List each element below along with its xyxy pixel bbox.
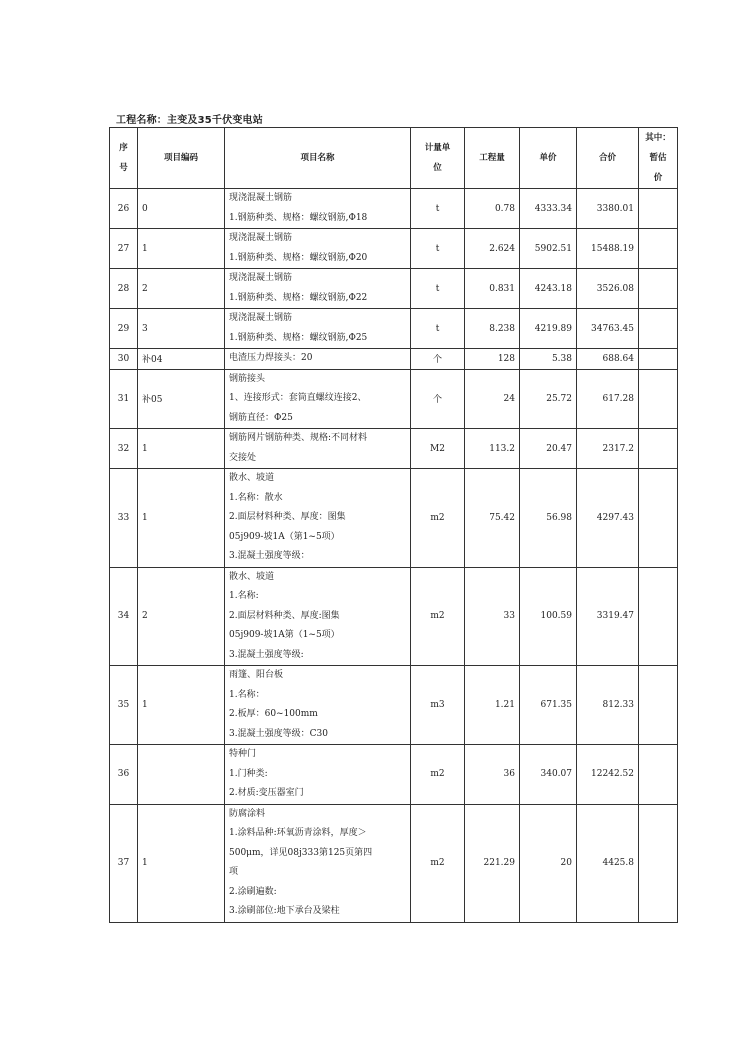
unit-price-value: 20 xyxy=(520,804,577,922)
unit-price-value: 25.72 xyxy=(520,369,577,429)
provisional-value xyxy=(639,189,678,229)
item-code: 1 xyxy=(138,429,225,469)
item-name-line: 3.混凝土强度等级：C30 xyxy=(229,728,328,739)
unit-price-value: 4243.18 xyxy=(520,269,577,309)
quantity-value: 75.42 xyxy=(465,469,520,568)
provisional-value xyxy=(639,229,678,269)
provisional-value xyxy=(639,567,678,666)
quantity-value: 24 xyxy=(465,369,520,429)
item-name-line: 1.名称: xyxy=(229,591,259,601)
table-row xyxy=(110,269,678,309)
item-name xyxy=(225,189,411,229)
item-name xyxy=(225,369,411,429)
item-code: 补05 xyxy=(138,369,225,429)
table-row xyxy=(110,567,678,666)
item-name-line: 1.钢筋种类、规格：螺纹钢筋,Φ18 xyxy=(229,212,368,223)
provisional-value xyxy=(639,349,678,370)
quantity-value: 128 xyxy=(465,349,520,370)
item-code: 1 xyxy=(138,469,225,568)
item-name-line: 2.面层材料种类、厚度：图集 xyxy=(229,512,346,522)
unit-price-value: 4219.89 xyxy=(520,309,577,349)
item-name-line: 现浇混凝土钢筋 xyxy=(229,193,293,203)
item-name xyxy=(225,469,411,568)
unit-of-measure: 个 xyxy=(411,369,465,429)
provisional-value xyxy=(639,666,678,745)
item-name xyxy=(225,429,411,469)
row-number: 26 xyxy=(110,189,138,229)
item-name-line: 钢筋网片钢筋种类、规格:不同材料 xyxy=(229,433,368,443)
quantity-value: 221.29 xyxy=(465,804,520,922)
quantity-value: 33 xyxy=(465,567,520,666)
unit-of-measure: t xyxy=(411,309,465,349)
quantity-value: 113.2 xyxy=(465,429,520,469)
item-name-line: 1.涂料品种:环氧沥青涂料，厚度＞ xyxy=(229,828,367,838)
unit-of-measure: m3 xyxy=(411,666,465,745)
item-code: 2 xyxy=(138,269,225,309)
item-code: 3 xyxy=(138,309,225,349)
total-value: 4425.8 xyxy=(577,804,639,922)
header-name: 项目名称 xyxy=(225,128,411,189)
item-code: 补04 xyxy=(138,349,225,370)
item-name-line: 钢筋直径：Φ25 xyxy=(229,412,293,423)
item-name xyxy=(225,349,411,370)
bill-of-quantities-table xyxy=(109,127,678,923)
header-total: 合价 xyxy=(577,128,639,189)
header-provisional: 其中： 暂估 价 xyxy=(639,128,678,189)
unit-price-value: 5.38 xyxy=(520,349,577,370)
unit-of-measure: t xyxy=(411,229,465,269)
unit-of-measure: 个 xyxy=(411,349,465,370)
item-name xyxy=(225,804,411,922)
total-value: 12242.52 xyxy=(577,745,639,805)
item-name xyxy=(225,745,411,805)
header-unit-price: 单价 xyxy=(520,128,577,189)
quantity-value: 0.78 xyxy=(465,189,520,229)
total-value: 617.28 xyxy=(577,369,639,429)
unit-of-measure: m2 xyxy=(411,745,465,805)
table-row xyxy=(110,369,678,429)
item-name-line: 500μm，详见08j333第125页第四 xyxy=(229,847,373,858)
item-name-line: 3.涂刷部位:地下承台及梁柱 xyxy=(229,906,340,916)
item-name-line: 1.名称： xyxy=(229,689,265,700)
item-name-line: 2.材质:变压器室门 xyxy=(229,788,304,798)
quantity-value: 2.624 xyxy=(465,229,520,269)
table-header-row xyxy=(110,128,678,189)
total-value: 4297.43 xyxy=(577,469,639,568)
item-code: 1 xyxy=(138,666,225,745)
item-name-line: 散水、坡道 xyxy=(229,473,275,483)
provisional-value xyxy=(639,369,678,429)
quantity-value: 8.238 xyxy=(465,309,520,349)
unit-of-measure: t xyxy=(411,189,465,229)
unit-of-measure: t xyxy=(411,269,465,309)
table-row xyxy=(110,229,678,269)
header-unit: 计量单 位 xyxy=(411,128,465,189)
item-name xyxy=(225,269,411,309)
unit-of-measure: m2 xyxy=(411,567,465,666)
quantity-value: 36 xyxy=(465,745,520,805)
unit-price-value: 4333.34 xyxy=(520,189,577,229)
item-name-line: 现浇混凝土钢筋 xyxy=(229,313,293,323)
item-name-line: 交接处 xyxy=(229,452,257,463)
item-name-line: 1.门种类: xyxy=(229,768,268,779)
unit-price-value: 671.35 xyxy=(520,666,577,745)
table-row xyxy=(110,189,678,229)
row-number: 30 xyxy=(110,349,138,370)
unit-of-measure: m2 xyxy=(411,469,465,568)
header-code: 项目编码 xyxy=(138,128,225,189)
provisional-value xyxy=(639,469,678,568)
row-number: 34 xyxy=(110,567,138,666)
item-name-line: 2.面层材料种类、厚度:图集 xyxy=(229,610,340,621)
item-name-line: 现浇混凝土钢筋 xyxy=(229,273,293,283)
total-value: 15488.19 xyxy=(577,229,639,269)
item-name-line: 2.板厚：60~100mm xyxy=(229,709,318,719)
table-row xyxy=(110,666,678,745)
table-row xyxy=(110,309,678,349)
total-value: 2317.2 xyxy=(577,429,639,469)
item-name-line: 特种门 xyxy=(229,749,257,759)
item-name-line: 1.钢筋种类、规格：螺纹钢筋,Φ25 xyxy=(229,332,368,343)
table-row xyxy=(110,469,678,568)
quantity-value: 1.21 xyxy=(465,666,520,745)
item-code: 2 xyxy=(138,567,225,666)
table-row xyxy=(110,429,678,469)
row-number: 33 xyxy=(110,469,138,568)
unit-of-measure: m2 xyxy=(411,804,465,922)
item-name-line: 1.钢筋种类、规格：螺纹钢筋,Φ20 xyxy=(229,252,368,263)
item-name-line: 1.名称：散水 xyxy=(229,492,283,503)
item-name xyxy=(225,567,411,666)
unit-of-measure: M2 xyxy=(411,429,465,469)
row-number: 31 xyxy=(110,369,138,429)
item-code: 0 xyxy=(138,189,225,229)
table-row xyxy=(110,804,678,922)
provisional-value xyxy=(639,429,678,469)
provisional-value xyxy=(639,269,678,309)
header-no: 序 号 xyxy=(110,128,138,189)
unit-price-value: 100.59 xyxy=(520,567,577,666)
item-code xyxy=(138,745,225,805)
item-name-line: 项 xyxy=(229,867,239,877)
table-body xyxy=(110,189,678,923)
table-row xyxy=(110,745,678,805)
item-name-line: 2.涂刷遍数: xyxy=(229,886,277,897)
item-code: 1 xyxy=(138,804,225,922)
item-name-line: 钢筋接头 xyxy=(229,373,266,384)
item-name-line: 1、连接形式：套筒直螺纹连接2、 xyxy=(229,393,367,403)
item-name-line: 05j909-坡1A第（1~5项） xyxy=(229,630,340,640)
row-number: 27 xyxy=(110,229,138,269)
item-name-line: 散水、坡道 xyxy=(229,571,275,582)
item-name-line: 电渣压力焊接头：20 xyxy=(229,353,313,363)
item-code: 1 xyxy=(138,229,225,269)
item-name-line: 防腐涂料 xyxy=(229,808,266,819)
total-value: 34763.45 xyxy=(577,309,639,349)
provisional-value xyxy=(639,745,678,805)
item-name-line: 3.混凝土强度等级： xyxy=(229,551,310,561)
row-number: 36 xyxy=(110,745,138,805)
row-number: 29 xyxy=(110,309,138,349)
item-name-line: 现浇混凝土钢筋 xyxy=(229,233,293,243)
row-number: 32 xyxy=(110,429,138,469)
provisional-value xyxy=(639,309,678,349)
row-number: 28 xyxy=(110,269,138,309)
quantity-value: 0.831 xyxy=(465,269,520,309)
item-name xyxy=(225,229,411,269)
total-value: 3380.01 xyxy=(577,189,639,229)
total-value: 3526.08 xyxy=(577,269,639,309)
unit-price-value: 56.98 xyxy=(520,469,577,568)
item-name-line: 1.钢筋种类、规格：螺纹钢筋,Φ22 xyxy=(229,292,368,303)
row-number: 35 xyxy=(110,666,138,745)
provisional-value xyxy=(639,804,678,922)
item-name xyxy=(225,666,411,745)
project-title: 工程名称：主变及35千伏变电站 xyxy=(116,115,263,126)
item-name xyxy=(225,309,411,349)
total-value: 3319.47 xyxy=(577,567,639,666)
total-value: 812.33 xyxy=(577,666,639,745)
header-quantity: 工程量 xyxy=(465,128,520,189)
unit-price-value: 340.07 xyxy=(520,745,577,805)
item-name-line: 雨篷、阳台板 xyxy=(229,670,284,680)
item-name-line: 05j909-坡1A（第1~5项） xyxy=(229,531,340,542)
unit-price-value: 20.47 xyxy=(520,429,577,469)
table-row xyxy=(110,349,678,370)
row-number: 37 xyxy=(110,804,138,922)
total-value: 688.64 xyxy=(577,349,639,370)
unit-price-value: 5902.51 xyxy=(520,229,577,269)
item-name-line: 3.混凝土强度等级: xyxy=(229,649,304,660)
